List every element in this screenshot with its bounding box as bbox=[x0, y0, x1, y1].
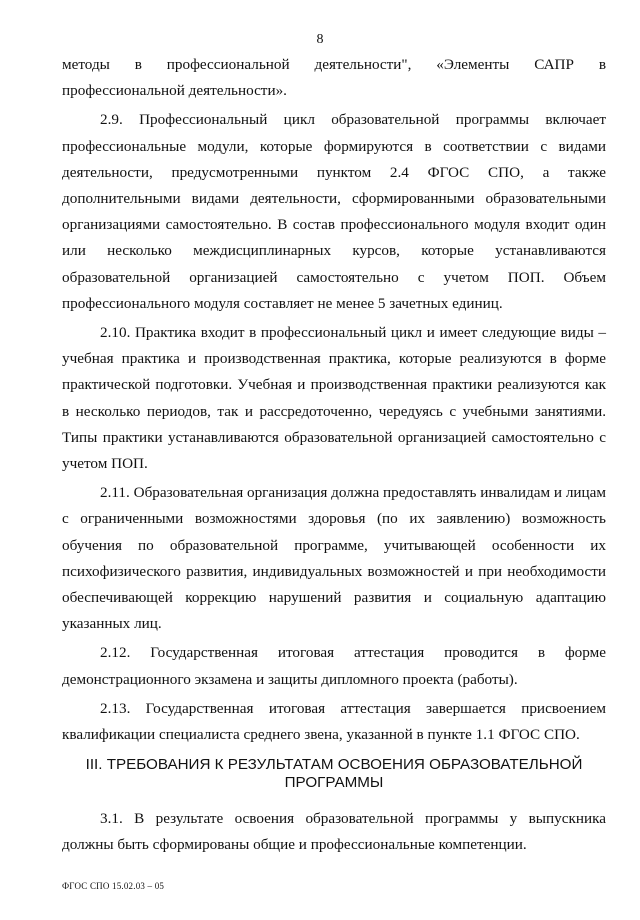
paragraph-continuation: методы в профессиональной деятельности", «Элементы САПР в профессиональной деятельности». bbox=[62, 56, 606, 100]
page-number: 8 bbox=[316, 32, 324, 47]
paragraph-2-9: 2.9. Профессиональный цикл образовательной программы включает профессиональные модули, которые формируются в соответствии с видами деятельности, предусмотренными пунктом 2.4 ФГОС СПО, а также дополнительными видами деятельности, сформированными образовательными организациями самостоятельно. В состав профессионального модуля входит один или несколько междисциплинарных курсов, которые устанавливаются образовательной организацией самостоятельно с учетом ПОП. Объем профессионального модуля составляет не менее 5 зачетных единиц. bbox=[62, 111, 606, 312]
paragraph-2-12: 2.12. Государственная итоговая аттестация проводится в форме демонстрационного экзамена и защиты дипломного проекта (работы). bbox=[62, 644, 606, 688]
section-text bbox=[62, 806, 606, 858]
section-heading: III. ТРЕБОВАНИЯ К РЕЗУЛЬТАТАМ ОСВОЕНИЯ ОБРАЗОВАТЕЛЬНОЙ ПРОГРАММЫ bbox=[85, 756, 583, 791]
body-text bbox=[62, 52, 606, 748]
paragraph-2-13: 2.13. Государственная итоговая аттестация завершается присвоением квалификации специалиста среднего звена, указанной в пункте 1.1 ФГОС СПО. bbox=[62, 699, 606, 744]
paragraph-3-1: 3.1. В результате освоения образовательной программы у выпускника должны быть сформированы общие и профессиональные компетенции. bbox=[62, 810, 606, 854]
paragraph-2-10: 2.10. Практика входит в профессиональный цикл и имеет следующие виды – учебная практика и производственная практика, которые реализуются в форме практической подготовки. Учебная и производственная практики реализуются как в несколько периодов, так и рассредоточенно, чередуясь с учебными занятиями. Типы практики устанавливаются образовательной организацией самостоятельно с учетом ПОП. bbox=[62, 324, 606, 473]
footer-code: ФГОС СПО 15.02.03 – 05 bbox=[62, 881, 165, 891]
paragraph-2-11: 2.11. Образовательная организация должна предоставлять инвалидам и лицам с ограниченными возможностями здоровья (по их заявлению) возможность обучения по образовательной программе, учитывающей особенности их психофизического развития, индивидуальных возможностей и при необходимости обеспечивающей коррекцию нарушений развития и социальную адаптацию указанных лиц. bbox=[62, 484, 606, 633]
